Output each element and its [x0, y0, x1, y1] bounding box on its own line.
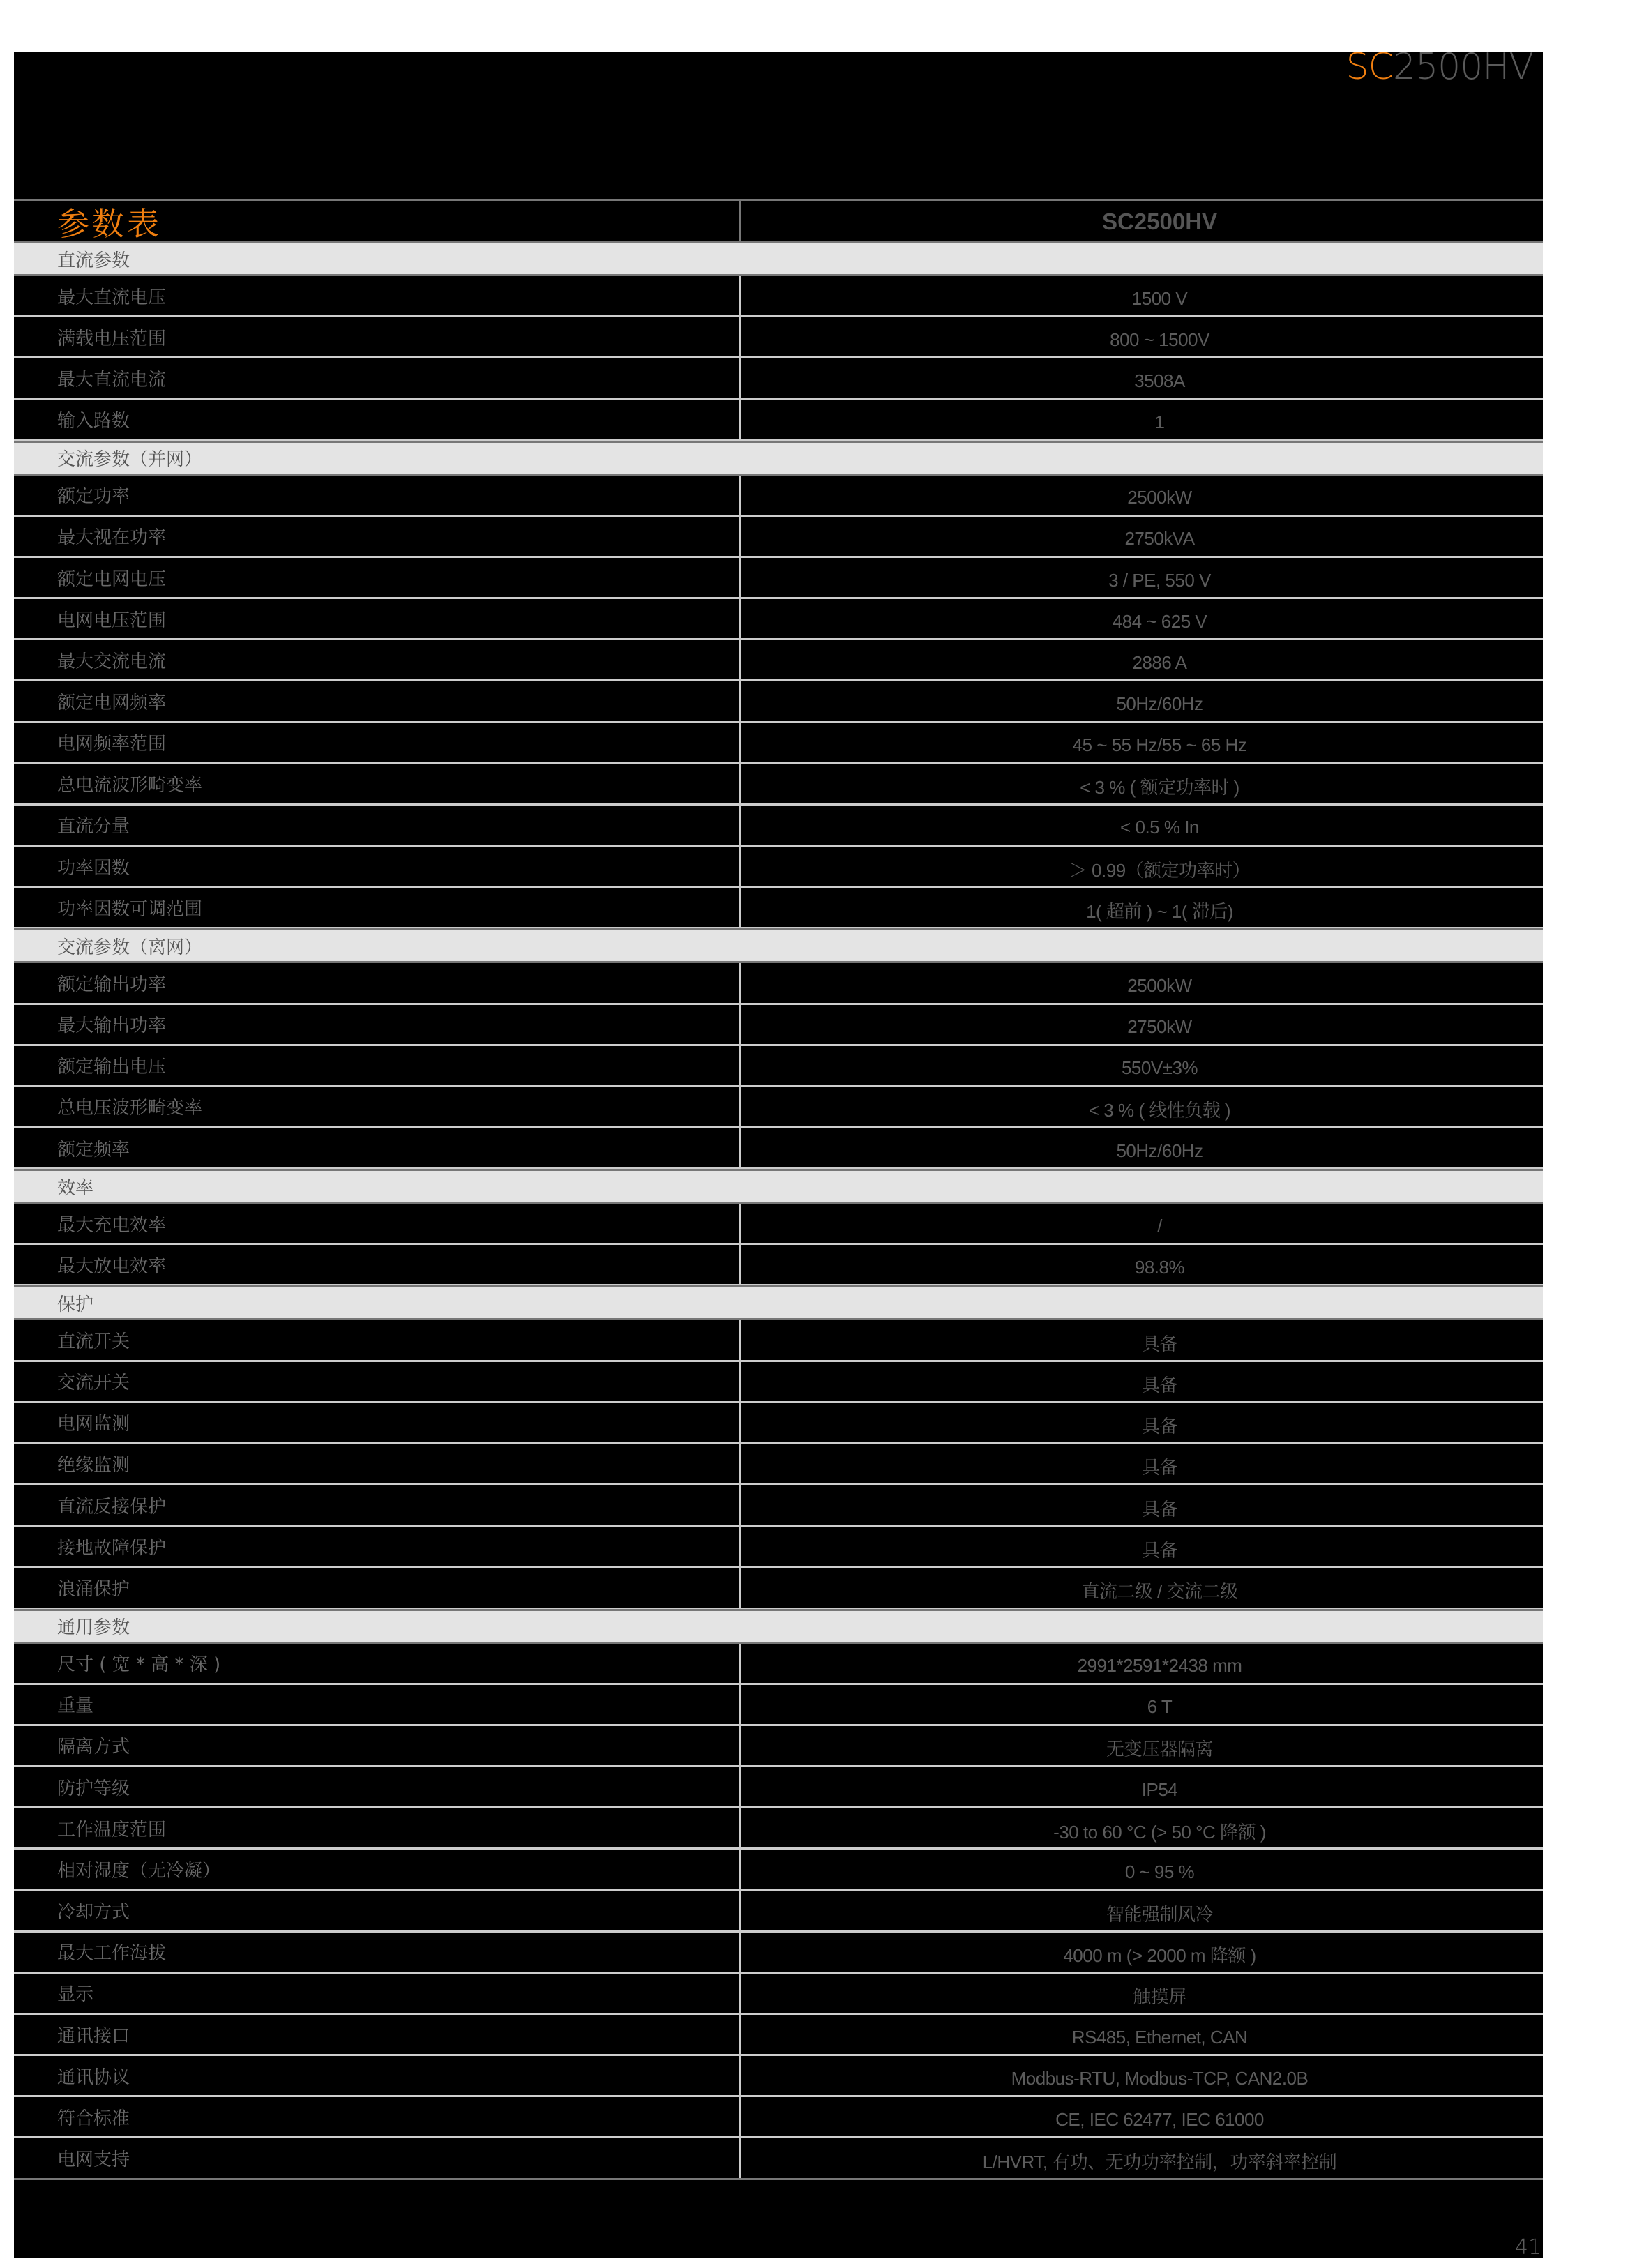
table-row	[14, 1087, 1543, 1128]
table-row	[14, 847, 1543, 888]
table-row	[14, 2015, 1543, 2056]
table-row	[14, 517, 1543, 558]
spec-label: 额定电网频率	[14, 681, 741, 720]
table-row	[14, 1933, 1543, 1974]
spec-value: Modbus-RTU, Modbus-TCP, CAN2.0B	[1011, 2067, 1309, 2089]
table-row	[14, 1320, 1543, 1361]
spec-value: 800 ~ 1500V	[1110, 328, 1209, 350]
spec-value: 触摸屏	[1133, 1986, 1186, 2008]
spec-value: 2886 A	[1132, 651, 1187, 673]
title-accent: SC	[1345, 46, 1393, 88]
spec-label: 交流开关	[14, 1362, 741, 1401]
table-row	[14, 1128, 1543, 1170]
table-row	[14, 1444, 1543, 1485]
table-row	[14, 1568, 1543, 1609]
spec-label: 符合标准	[14, 2097, 741, 2136]
spec-label: 尺寸 ( 宽 * 高 * 深 )	[14, 1644, 741, 1683]
spec-label: 最大直流电压	[14, 276, 741, 315]
table-row	[14, 1726, 1543, 1767]
spec-value: 3508A	[1134, 370, 1185, 391]
spec-value: < 0.5 % In	[1120, 817, 1199, 838]
title-model: 2500HV	[1392, 46, 1533, 88]
table-row	[14, 599, 1543, 640]
table-row	[14, 358, 1543, 400]
spec-label: 额定频率	[14, 1128, 741, 1167]
table-row	[14, 764, 1543, 806]
spec-value: 具备	[1141, 1539, 1177, 1561]
spec-value: 550V±3%	[1121, 1057, 1198, 1079]
spec-label: 功率因数可调范围	[14, 888, 741, 927]
spec-value: ＞ 0.99（额定功率时）	[1069, 859, 1251, 881]
spec-value: 2500kW	[1127, 487, 1192, 508]
spec-label: 最大视在功率	[14, 517, 741, 556]
spec-value: 具备	[1141, 1457, 1177, 1479]
table-row	[14, 1527, 1543, 1568]
section-header: 通用参数	[14, 1609, 1543, 1644]
spec-value: 具备	[1141, 1416, 1177, 1437]
table-row	[14, 1362, 1543, 1403]
spec-label: 直流开关	[14, 1320, 741, 1359]
table-row	[14, 2138, 1543, 2179]
table-row	[14, 1644, 1543, 1685]
spec-label: 通讯协议	[14, 2056, 741, 2095]
section-header: 直流参数	[14, 241, 1543, 276]
spec-value: 6 T	[1147, 1696, 1173, 1718]
spec-value: L/HVRT, 有功、无功功率控制，功率斜率控制	[982, 2151, 1337, 2172]
table-row	[14, 1850, 1543, 1891]
table-row	[14, 1403, 1543, 1444]
table-row	[14, 806, 1543, 847]
table-row	[14, 1891, 1543, 1932]
spec-value: 2500kW	[1127, 974, 1192, 996]
table-row	[14, 723, 1543, 764]
spec-label: 通讯接口	[14, 2015, 741, 2054]
table-row	[14, 2097, 1543, 2138]
section-header: 保护	[14, 1285, 1543, 1320]
spec-value: 2750kVA	[1124, 528, 1195, 550]
spec-label: 总电压波形畸变率	[14, 1087, 741, 1126]
table-row	[14, 1974, 1543, 2015]
spec-value: IP54	[1141, 1778, 1178, 1800]
spec-value: 2991*2591*2438 mm	[1077, 1655, 1242, 1677]
spec-value: RS485, Ethernet, CAN	[1071, 2026, 1248, 2048]
spec-value: 具备	[1141, 1375, 1177, 1396]
spec-label: 工作温度范围	[14, 1808, 741, 1847]
table-row	[14, 558, 1543, 599]
spec-value: 具备	[1141, 1333, 1177, 1355]
spec-sections	[14, 241, 1543, 2180]
section-header: 交流参数（离网）	[14, 928, 1543, 963]
spec-value: 45 ~ 55 Hz/55 ~ 65 Hz	[1072, 734, 1247, 756]
table-row	[14, 1685, 1543, 1726]
spec-label: 电网支持	[14, 2138, 741, 2177]
table-row	[14, 1767, 1543, 1808]
spec-value: 2750kW	[1127, 1016, 1192, 1038]
table-row	[14, 1046, 1543, 1087]
table-row	[14, 317, 1543, 358]
spec-value: < 3 % ( 线性负载 )	[1088, 1100, 1231, 1121]
spec-label: 最大直流电流	[14, 358, 741, 398]
spec-label: 绝缘监测	[14, 1444, 741, 1483]
spec-value: CE, IEC 62477, IEC 61000	[1055, 2108, 1264, 2130]
spec-label: 额定输出电压	[14, 1046, 741, 1085]
spec-label: 显示	[14, 1974, 741, 2013]
page-number: 41	[1514, 2235, 1541, 2260]
spec-label: 相对湿度（无冷凝）	[14, 1850, 741, 1889]
spec-value: 1500 V	[1131, 287, 1188, 309]
section-header: 交流参数（并网）	[14, 441, 1543, 476]
table-row	[14, 2056, 1543, 2097]
spec-label: 满载电压范围	[14, 317, 741, 356]
spec-label: 额定输出功率	[14, 963, 741, 1002]
table-row	[14, 1204, 1543, 1245]
spec-value: 无变压器隔离	[1106, 1739, 1213, 1760]
table-row	[14, 1808, 1543, 1850]
spec-label: 电网监测	[14, 1403, 741, 1442]
spec-label: 防护等级	[14, 1767, 741, 1806]
datasheet-panel	[14, 46, 1543, 2260]
spec-label: 接地故障保护	[14, 1527, 741, 1566]
spec-table	[14, 199, 1543, 2180]
spec-value: -30 to 60 °C (> 50 °C 降额 )	[1053, 1821, 1266, 1843]
spec-value: < 3 % ( 额定功率时 )	[1080, 777, 1239, 799]
spec-value: 3 / PE, 550 V	[1108, 569, 1211, 591]
table-header-row	[14, 201, 1543, 242]
table-row	[14, 640, 1543, 681]
spec-label: 浪涌保护	[14, 1568, 741, 1607]
table-row	[14, 276, 1543, 317]
model-column-header: SC2500HV	[1101, 208, 1218, 234]
section-header: 效率	[14, 1169, 1543, 1204]
spec-value: 4000 m (> 2000 m 降额 )	[1063, 1945, 1256, 1967]
spec-label: 最大放电效率	[14, 1245, 741, 1284]
spec-label: 额定电网电压	[14, 558, 741, 597]
spec-label: 输入路数	[14, 400, 741, 439]
spec-value: 50Hz/60Hz	[1116, 693, 1203, 714]
spec-label: 最大交流电流	[14, 640, 741, 679]
spec-value: 484 ~ 625 V	[1112, 610, 1207, 632]
spec-label: 冷却方式	[14, 1891, 741, 1930]
table-row	[14, 1485, 1543, 1527]
table-row	[14, 476, 1543, 517]
spec-label: 电网频率范围	[14, 723, 741, 762]
document-title	[1346, 46, 1533, 88]
spec-value: /	[1157, 1215, 1162, 1237]
spec-value: 1( 超前 ) ~ 1( 滞后)	[1086, 900, 1233, 922]
spec-label: 总电流波形畸变率	[14, 764, 741, 803]
table-row	[14, 681, 1543, 723]
table-row	[14, 888, 1543, 929]
spec-label: 隔离方式	[14, 1726, 741, 1765]
spec-label: 功率因数	[14, 847, 741, 886]
spec-value: 98.8%	[1134, 1256, 1185, 1278]
spec-value: 具备	[1141, 1498, 1177, 1520]
spec-label: 直流反接保护	[14, 1485, 741, 1525]
spec-label: 电网电压范围	[14, 599, 741, 638]
table-row	[14, 963, 1543, 1004]
table-row	[14, 1005, 1543, 1046]
spec-label: 重量	[14, 1685, 741, 1724]
spec-label: 最大充电效率	[14, 1204, 741, 1243]
spec-label: 直流分量	[14, 806, 741, 845]
spec-label: 额定功率	[14, 476, 741, 515]
spec-value: 直流二级 / 交流二级	[1081, 1580, 1238, 1602]
spec-label: 最大输出功率	[14, 1005, 741, 1044]
table-row	[14, 1245, 1543, 1286]
spec-value: 1	[1154, 411, 1165, 433]
spec-label: 最大工作海拔	[14, 1933, 741, 1972]
table-title: 参数表	[14, 201, 741, 242]
table-row	[14, 400, 1543, 441]
spec-value: 50Hz/60Hz	[1116, 1140, 1203, 1161]
spec-value: 智能强制风冷	[1106, 1904, 1213, 1926]
spec-value: 0 ~ 95 %	[1124, 1861, 1195, 1882]
